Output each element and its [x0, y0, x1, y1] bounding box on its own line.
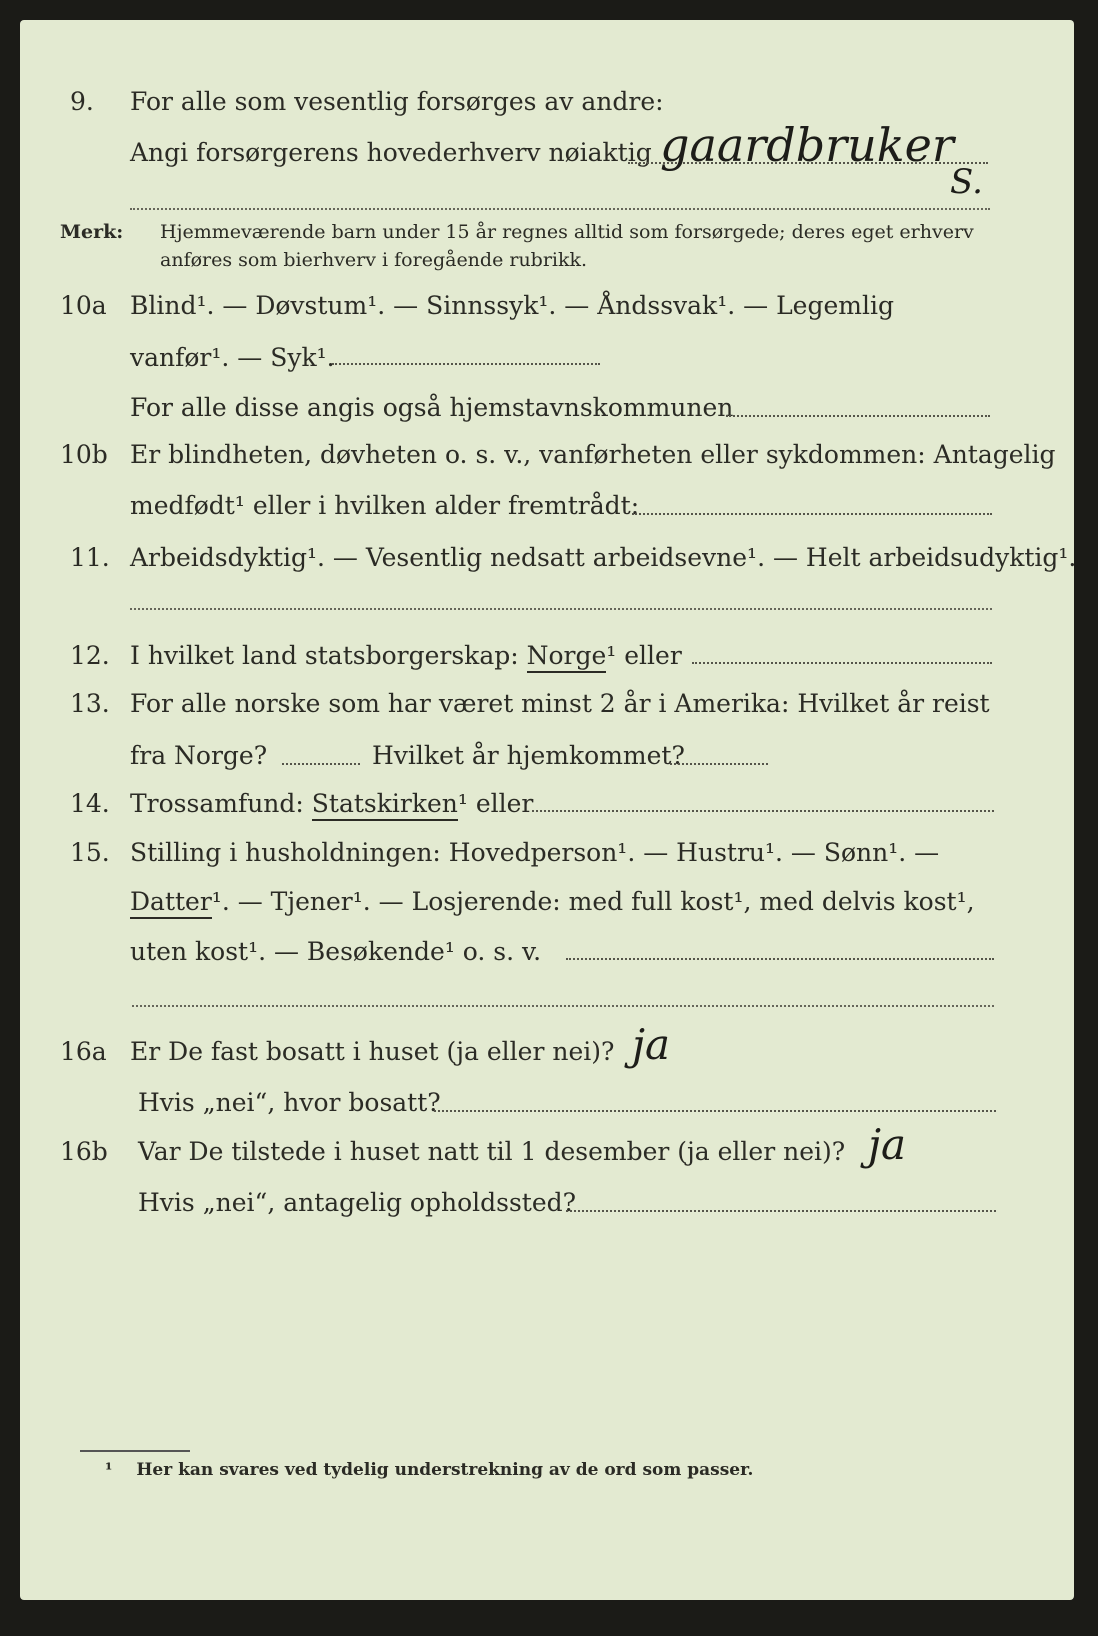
q16a-handwritten-answer: ja: [632, 1020, 671, 1069]
q16b-text1: Var De tilstede i huset natt til 1 desember (ja eller nei)?: [138, 1137, 846, 1166]
q9-handwritten-answer: gaardbruker: [660, 118, 954, 172]
q12-number: 12.: [70, 641, 110, 670]
q9-text1: For alle som vesentlig forsørges av andre:: [130, 87, 664, 116]
q10a-text2: vanfør¹. — Syk¹.: [130, 343, 335, 372]
q10b-text1: Er blindheten, døvheten o. s. v., vanførheten eller sykdommen: Antagelig: [130, 440, 1056, 469]
q10b-alder-dotline: [632, 513, 992, 515]
q14-pre: Trossamfund:: [130, 789, 312, 818]
q15-underlined-answer: Datter: [130, 887, 212, 919]
q15-text3: uten kost¹. — Besøkende¹ o. s. v.: [130, 937, 542, 966]
q10a-line2: [20, 338, 1074, 378]
footnote-rule: [80, 1450, 190, 1452]
q16a-line2: [20, 1083, 1074, 1123]
q14-text: [130, 784, 533, 824]
q11-extra-line: [130, 608, 992, 610]
q15-text2: [130, 882, 975, 922]
q10b-text2: medfødt¹ eller i hvilken alder fremtrådt:: [130, 491, 640, 520]
q10a-number: 10a: [60, 291, 107, 320]
q15-line3: [20, 932, 1074, 972]
q9-line1: [20, 82, 1074, 122]
q16a-line1: [20, 1032, 1074, 1072]
q16a-number: 16a: [60, 1037, 107, 1066]
q9-handwritten-mark: S.: [950, 162, 983, 202]
q14-dotline: [532, 810, 994, 812]
q15-line2: [20, 882, 1074, 922]
merk-text1: Hjemmeværende barn under 15 år regnes alltid som forsørgede; deres eget erhverv: [160, 221, 974, 243]
q12-line1: [20, 636, 1074, 676]
q10a-text1: Blind¹. — Døvstum¹. — Sinnssyk¹. — Åndssvak¹. — Legemlig: [130, 291, 894, 320]
q13-line1: [20, 684, 1074, 724]
q16b-line1: [20, 1132, 1074, 1172]
q15-dotline: [566, 958, 994, 960]
q15-number: 15.: [70, 838, 110, 867]
q16a-dotline: [434, 1110, 996, 1112]
q13-reist-dotline: [282, 763, 360, 765]
q14-line1: [20, 784, 1074, 824]
footnote: [105, 1460, 753, 1480]
q13-number: 13.: [70, 689, 110, 718]
q11-number: 11.: [70, 543, 110, 572]
census-form-page: [20, 20, 1077, 1600]
q14-number: 14.: [70, 789, 110, 818]
q13-line2: [20, 736, 1074, 776]
q10b-line1: [20, 435, 1074, 475]
q15-text1: Stilling i husholdningen: Hovedperson¹. — Hustru¹. — Sønn¹. —: [130, 838, 940, 867]
q10a-syk-dotline: [332, 363, 600, 365]
q12-underlined-answer: Norge: [527, 641, 607, 673]
q9-number: 9.: [70, 87, 94, 116]
q10b-line2: [20, 486, 1074, 526]
q16b-number: 16b: [60, 1137, 108, 1166]
q13-text2a: fra Norge?: [130, 741, 268, 770]
q14-underlined-answer: Statskirken: [312, 789, 458, 821]
q10b-number: 10b: [60, 440, 108, 469]
q12-dotline: [692, 662, 992, 664]
q16a-text1: Er De fast bosatt i huset (ja eller nei)?: [130, 1037, 615, 1066]
q10a-kommune-dotline: [726, 415, 990, 417]
merk-text2: anføres som bierhverv i foregående rubrikk.: [160, 249, 588, 271]
q16b-line2: [20, 1183, 1074, 1223]
q12-pre: I hvilket land statsborgerskap:: [130, 641, 527, 670]
q13-text1: For alle norske som har været minst 2 år i Amerika: Hvilket år reist: [130, 689, 990, 718]
q10a-line3: [20, 388, 1074, 428]
q10a-text3: For alle disse angis også hjemstavnskommunen: [130, 393, 734, 422]
q10a-line1: [20, 286, 1074, 326]
q11-line1: [20, 538, 1077, 578]
q16a-text2: Hvis „nei“, hvor bosatt?: [138, 1088, 441, 1117]
q13-text2b: Hvilket år hjemkommet?: [372, 741, 685, 770]
q15-line1: [20, 833, 1074, 873]
q9-extra-line: [130, 208, 990, 210]
q11-text1: Arbeidsdyktig¹. — Vesentlig nedsatt arbeidsevne¹. — Helt arbeidsudyktig¹.: [130, 543, 1077, 572]
q16b-handwritten-answer: ja: [868, 1120, 907, 1169]
q9-text2: Angi forsørgerens hovederhverv nøiaktig: [130, 138, 652, 167]
q14-post: ¹ eller: [457, 789, 534, 818]
footnote-mark: ¹: [105, 1460, 113, 1480]
footnote-text: Her kan svares ved tydelig understrekning av de ord som passer.: [136, 1460, 754, 1480]
q15-extra-line: [132, 1005, 994, 1007]
q15-text2-rest: ¹. — Tjener¹. — Losjerende: med full kost¹, med delvis kost¹,: [211, 887, 975, 916]
q16b-dotline: [566, 1210, 996, 1212]
q13-hjemkommet-dotline: [670, 763, 768, 765]
merk-label: Merk:: [60, 221, 124, 243]
q16b-text2: Hvis „nei“, antagelig opholdssted?: [138, 1188, 577, 1217]
q12-post: ¹ eller: [606, 641, 682, 670]
q12-text: [130, 636, 682, 676]
